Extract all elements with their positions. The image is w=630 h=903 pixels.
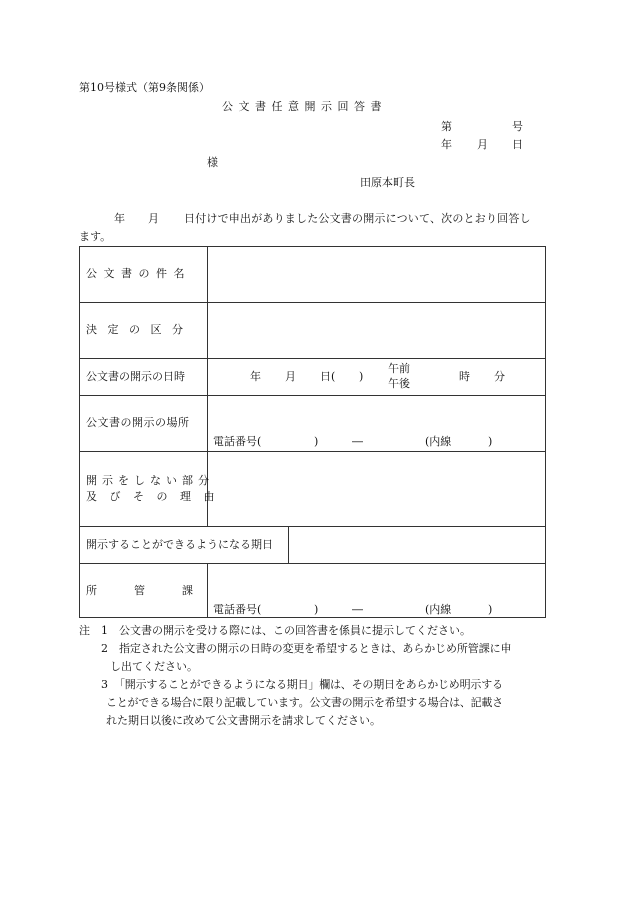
datetime-year: 年 — [250, 370, 261, 383]
date-year: 年 — [441, 138, 452, 151]
phone-dash: ― — [352, 435, 363, 448]
ref-suffix: 号 — [512, 120, 523, 133]
datetime-close: ) — [359, 370, 364, 383]
nondisclosure-label: 開示をしない部分 — [86, 474, 214, 487]
note-3-number: 3 — [101, 678, 108, 691]
extension2-close: ) — [488, 603, 493, 616]
phone-label: 電話番号( — [213, 435, 262, 448]
extension2-label: (内線 — [425, 603, 452, 616]
decision-label: 決定の区分 — [86, 323, 194, 336]
datetime-label: 公文書の開示の日時 — [86, 370, 185, 383]
date-month: 月 — [477, 138, 488, 151]
place-label: 公文書の開示の場所 — [86, 416, 190, 429]
response-table — [79, 246, 546, 618]
phone2-close: ) — [314, 603, 319, 616]
note-1-number: 1 — [101, 624, 108, 637]
intro-month: 月 — [148, 212, 159, 225]
notes-prefix: 注 — [79, 624, 90, 637]
page-title: 公 文 書 任 意 開 示 回 答 書 — [222, 100, 383, 113]
phone2-label: 電話番号( — [213, 603, 262, 616]
datetime-day: 日( — [320, 370, 336, 383]
recipient-suffix: 様 — [207, 156, 218, 169]
phone-close: ) — [314, 435, 319, 448]
note-3-text-line-3: れた期日以後に改めて公文書開示を請求してください。 — [106, 714, 381, 727]
form-number: 第10号様式（第9条関係） — [79, 81, 210, 94]
note-2-text-continued: し出てください。 — [110, 660, 198, 673]
phone2-dash: ― — [352, 603, 363, 616]
note-3-text-line-2: ことができる場合に限り記載しています。公文書の開示を希望する場合は、記載さ — [106, 696, 503, 709]
subject-label: 公文書の件名 — [86, 267, 191, 280]
datetime-hour: 時 — [459, 370, 470, 383]
note-1-text: 公文書の開示を受ける際には、この回答書を係員に提示してください。 — [119, 624, 471, 637]
note-2-text: 指定された公文書の開示の日時の変更を希望するときは、あらかじめ所管課に申 — [119, 642, 512, 655]
extension-label: (内線 — [425, 435, 452, 448]
date-possible-label: 開示することができるようになる期日 — [86, 538, 273, 551]
intro-text: 日付けで申出がありました公文書の開示について、次のとおり回答し — [184, 212, 531, 225]
intro-year: 年 — [114, 212, 125, 225]
intro-text-continued: ます。 — [79, 230, 112, 243]
issuer: 田原本町長 — [360, 176, 415, 189]
datetime-pm: 午後 — [388, 377, 410, 390]
ref-prefix: 第 — [441, 120, 452, 133]
department-label: 所管課 — [86, 584, 230, 597]
note-3-text: 「開示することができるようになる期日」欄は、その期日をあらかじめ明示する — [114, 678, 503, 691]
datetime-month: 月 — [285, 370, 296, 383]
datetime-am: 午前 — [388, 362, 410, 375]
nondisclosure-label-2: 及びその理由 — [86, 490, 227, 503]
datetime-minute: 分 — [494, 370, 505, 383]
note-2-number: 2 — [101, 642, 108, 655]
date-day: 日 — [512, 138, 523, 151]
extension-close: ) — [488, 435, 493, 448]
